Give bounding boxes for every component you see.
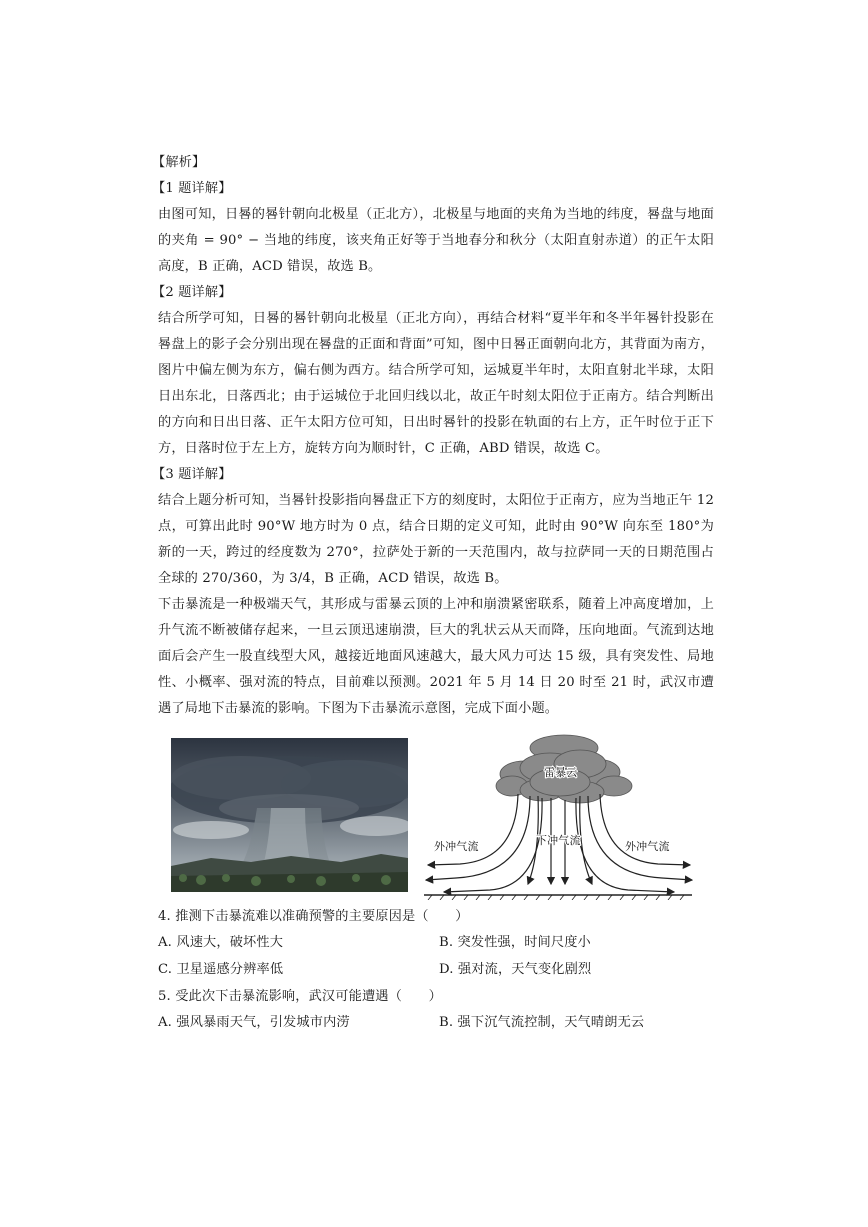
q2-explanation: 结合所学可知，日晷的晷针朝向北极星（正北方向），再结合材料“夏半年和冬半年晷针投影在晷盘上的影子会分别出现在晷盘的正面和背面”可知，图中日晷正面朝向北方，其背面为南方，图片中偏左侧为东方，偏右侧为西方。结合所学可知，运城夏半年时，太阳直射北半球，太阳日出东北，日落西北；由于运城位于北回归线以北，故正午时刻太阳位于正南方。结合判断出的方向和日出日落、正午太阳方位可知，日出时晷针的投影在轨面的右上方，正午时位于正下方，日落时位于左上方，旋转方向为顺时针，C 正确，ABD 错误，故选 C。 [158,311,714,456]
downburst-photo [171,738,408,892]
downburst-passage: 下击暴流是一种极端天气，其形成与雷暴云顶的上冲和崩溃紧密联系，随着上冲高度增加，上升气流不断被储存起来，一旦云顶迅速崩溃，巨大的乳状云从天而降，压向地面。气流到达地面后会产生一股直线型大风，越接近地面风速越大，最大风力可达 15 级，具有突发性、局地性、小概率、强对流的特点，目前难以预测。2021 年 5 月 14 日 20 时至 21 时，武汉市遭遇了局地下击暴流的影响。下图为下击暴流示意图，完成下面小题。 [158,597,714,716]
q4-stem: 4. 推测下击暴流难以准确预警的主要原因是（ ） [158,909,469,924]
q5-option-a: A. 强风暴雨天气，引发城市内涝 [158,1015,350,1030]
q1-heading: 【1 题详解】 [152,181,232,196]
q1-explanation: 由图可知，日晷的晷针朝向北极星（正北方），北极星与地面的夹角为当地的纬度，晷盘与地面的夹角 = 90° − 当地的纬度，该夹角正好等于当地春分和秋分（太阳直射赤道）的正午太阳高度，B 正确，ACD 错误，故选 B。 [158,207,714,274]
q5-stem: 5. 受此次下击暴流影响，武汉可能遭遇（ ） [158,989,442,1004]
q2-heading: 【2 题详解】 [152,285,232,300]
q4-option-d: D. 强对流，天气变化剧烈 [439,962,592,977]
answer-document [152,150,714,1037]
left-outflow-label: 外冲气流 [434,840,479,853]
q5-options-row-1 [158,1010,714,1037]
downburst-diagram [420,734,696,900]
downdraft-label: 下冲气流 [536,834,581,847]
q4-options-row-1 [158,930,714,957]
q4-option-a: A. 风速大，破坏性大 [158,935,284,950]
right-outflow-label: 外冲气流 [625,840,670,853]
q3-heading: 【3 题详解】 [152,467,232,482]
cloud-label: 雷暴云 [544,766,578,779]
q5-option-b: B. 强下沉气流控制，天气晴朗无云 [439,1015,645,1030]
q3-explanation: 结合上题分析可知，当晷针投影指向晷盘正下方的刻度时，太阳位于正南方，应为当地正午 12 点，可算出此时 90°W 地方时为 0 点，结合日期的定义可知，此时由 90°W 向东至 180°为新的一天，跨过的经度数为 270°，拉萨处于新的一天范围内，故与拉萨同一天的日期范围占全球的 270/360，为 3/4，B 正确，ACD 错误，故选 B。 [158,493,714,586]
figures-row [158,734,714,902]
q4-option-b: B. 突发性强，时间尺度小 [439,935,591,950]
q4-options-row-2 [158,957,714,984]
analysis-heading: 【解析】 [152,155,206,170]
q4-option-c: C. 卫星遥感分辨率低 [158,962,284,977]
